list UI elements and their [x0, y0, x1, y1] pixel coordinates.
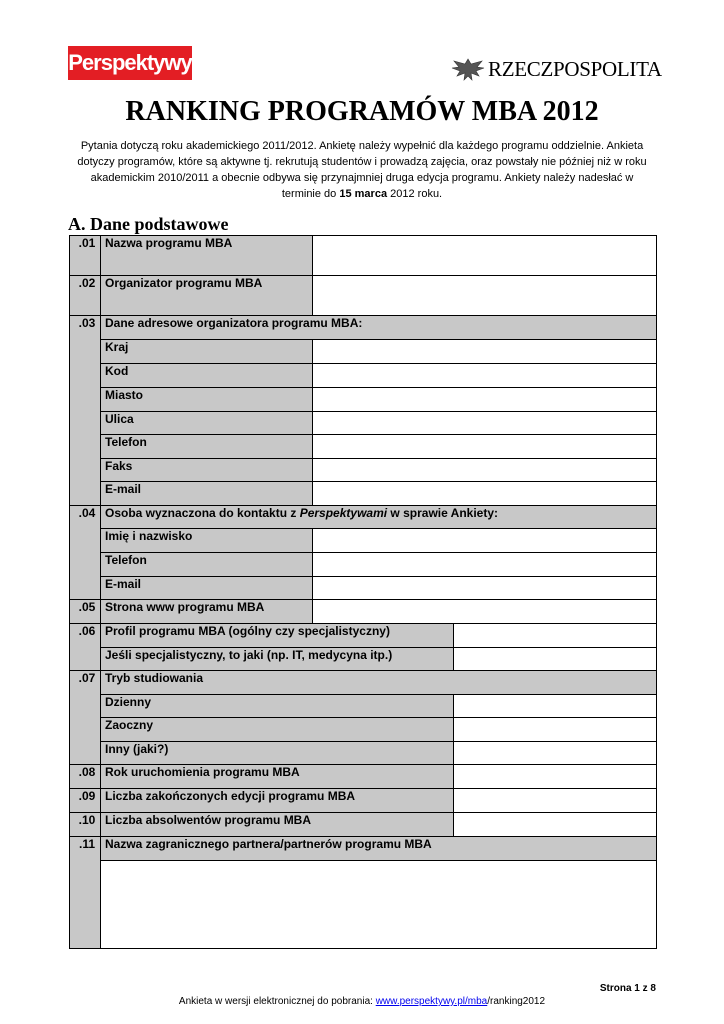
question-number: .06: [70, 624, 101, 671]
table-row: [70, 624, 657, 648]
table-row: [70, 553, 657, 577]
download-link-domain[interactable]: www.perspektywy.pl/mba: [375, 996, 488, 1007]
table-row: [70, 340, 657, 364]
question-number: .05: [70, 600, 101, 624]
eagle-icon: [450, 55, 486, 83]
question-number: .11: [70, 837, 101, 949]
graduates-count-field[interactable]: [454, 813, 657, 837]
field-label: Zaoczny: [101, 718, 454, 742]
footer-link-tail: /ranking2012: [487, 996, 546, 1007]
question-label: Nazwa zagranicznego partnera/partnerów programu MBA: [101, 837, 657, 861]
field-label: Faks: [101, 459, 313, 482]
profile-field[interactable]: [454, 624, 657, 648]
field-label: Kod: [101, 364, 313, 388]
organizer-field[interactable]: [313, 276, 657, 316]
table-row: [70, 671, 657, 695]
question-label: Organizator programu MBA: [101, 276, 313, 316]
field-label: Dzienny: [101, 695, 454, 718]
other-mode-field[interactable]: [454, 742, 657, 765]
download-link[interactable]: [376, 996, 488, 1007]
question-label: Dane adresowe organizatora programu MBA:: [101, 316, 657, 340]
page-number: Strona 1 z 8: [599, 983, 656, 994]
specialization-field[interactable]: [454, 648, 657, 671]
table-row: [70, 813, 657, 837]
question-label: Tryb studiowania: [101, 671, 657, 695]
intro-line: [60, 186, 664, 202]
table-row: [70, 837, 657, 861]
table-row: [70, 412, 657, 435]
footer-text: Ankieta w wersji elektronicznej do pobrania:: [178, 996, 376, 1007]
label-text: w sprawie Ankiety:: [387, 506, 499, 520]
table-row: [70, 482, 657, 506]
street-field[interactable]: [313, 412, 657, 435]
field-label: Inny (jaki?): [101, 742, 454, 765]
footer: [0, 996, 724, 1007]
table-row: [70, 364, 657, 388]
foreign-partner-field[interactable]: [101, 861, 657, 949]
table-row: [70, 648, 657, 671]
field-label: Imię i nazwisko: [101, 529, 313, 553]
intro-line: Pytania dotyczą roku akademickiego 2011/2012. Ankietę należy wypełnić dla każdego programu oddzielnie. Ankieta: [80, 140, 644, 152]
full-time-field[interactable]: [454, 695, 657, 718]
field-label: Kraj: [101, 340, 313, 364]
question-label: Strona www programu MBA: [101, 600, 313, 624]
table-row: [70, 861, 657, 949]
label-italic: Perspektywami: [299, 506, 388, 520]
part-time-field[interactable]: [454, 718, 657, 742]
question-number: .01: [70, 236, 101, 276]
perspektywy-logo: Perspektywy: [68, 46, 192, 80]
question-number: .08: [70, 765, 101, 789]
field-label: E-mail: [101, 577, 313, 600]
question-number: .02: [70, 276, 101, 316]
fax-field[interactable]: [313, 459, 657, 482]
contact-email-field[interactable]: [313, 577, 657, 600]
postal-code-field[interactable]: [313, 364, 657, 388]
contact-name-field[interactable]: [313, 529, 657, 553]
question-number: .10: [70, 813, 101, 837]
city-field[interactable]: [313, 388, 657, 412]
page-title: RANKING PROGRAMÓW MBA 2012: [125, 96, 599, 127]
question-label: Liczba zakończonych edycji programu MBA: [101, 789, 454, 813]
table-row: [70, 236, 657, 276]
table-row: [70, 718, 657, 742]
contact-phone-field[interactable]: [313, 553, 657, 577]
field-label: Telefon: [101, 435, 313, 459]
question-label: Nazwa programu MBA: [101, 236, 313, 276]
table-row: [70, 276, 657, 316]
table-row: [70, 316, 657, 340]
question-label: Rok uruchomienia programu MBA: [101, 765, 454, 789]
question-label: [101, 506, 657, 529]
table-row: [70, 600, 657, 624]
table-row: [70, 789, 657, 813]
survey-form-table: [69, 235, 657, 949]
table-row: [70, 529, 657, 553]
question-label: Profil programu MBA (ogólny czy specjalistyczny): [101, 624, 454, 648]
question-number: .03: [70, 316, 101, 506]
table-row: [70, 388, 657, 412]
country-field[interactable]: [313, 340, 657, 364]
table-row: [70, 742, 657, 765]
table-row: [70, 577, 657, 600]
completed-editions-field[interactable]: [454, 789, 657, 813]
section-heading: A. Dane podstawowe: [68, 214, 229, 234]
question-number: .04: [70, 506, 101, 600]
field-label: Ulica: [101, 412, 313, 435]
intro-line: akademickim 2010/2011 a obecnie odbywa się przynajmniej druga edycja programu. Ankiety należy nadesłać w: [90, 172, 634, 184]
field-label: Miasto: [101, 388, 313, 412]
rzeczpospolita-logo: [450, 54, 662, 84]
intro-paragraph: [60, 138, 664, 202]
intro-text: 2012 roku.: [387, 188, 443, 200]
intro-line: dotyczy programów, które są aktywne tj. rekrutują studentów i prowadzą zajęcia, oraz powstały nie później niż w roku: [77, 156, 647, 168]
table-row: [70, 435, 657, 459]
website-field[interactable]: [313, 600, 657, 624]
table-row: [70, 695, 657, 718]
field-label: Telefon: [101, 553, 313, 577]
table-row: [70, 459, 657, 482]
rzeczpospolita-logo-text: RZECZPOSPOLITA: [488, 56, 662, 81]
table-row: [70, 765, 657, 789]
program-name-field[interactable]: [313, 236, 657, 276]
question-number: .07: [70, 671, 101, 765]
field-label: Jeśli specjalistyczny, to jaki (np. IT, medycyna itp.): [101, 648, 454, 671]
organizer-email-field[interactable]: [313, 482, 657, 506]
organizer-phone-field[interactable]: [313, 435, 657, 459]
intro-deadline: 15 marca: [339, 188, 388, 200]
launch-year-field[interactable]: [454, 765, 657, 789]
field-label: E-mail: [101, 482, 313, 506]
table-row: [70, 506, 657, 529]
question-number: .09: [70, 789, 101, 813]
label-text: Osoba wyznaczona do kontaktu z: [105, 506, 300, 520]
question-label: Liczba absolwentów programu MBA: [101, 813, 454, 837]
intro-text: terminie do: [281, 188, 340, 200]
